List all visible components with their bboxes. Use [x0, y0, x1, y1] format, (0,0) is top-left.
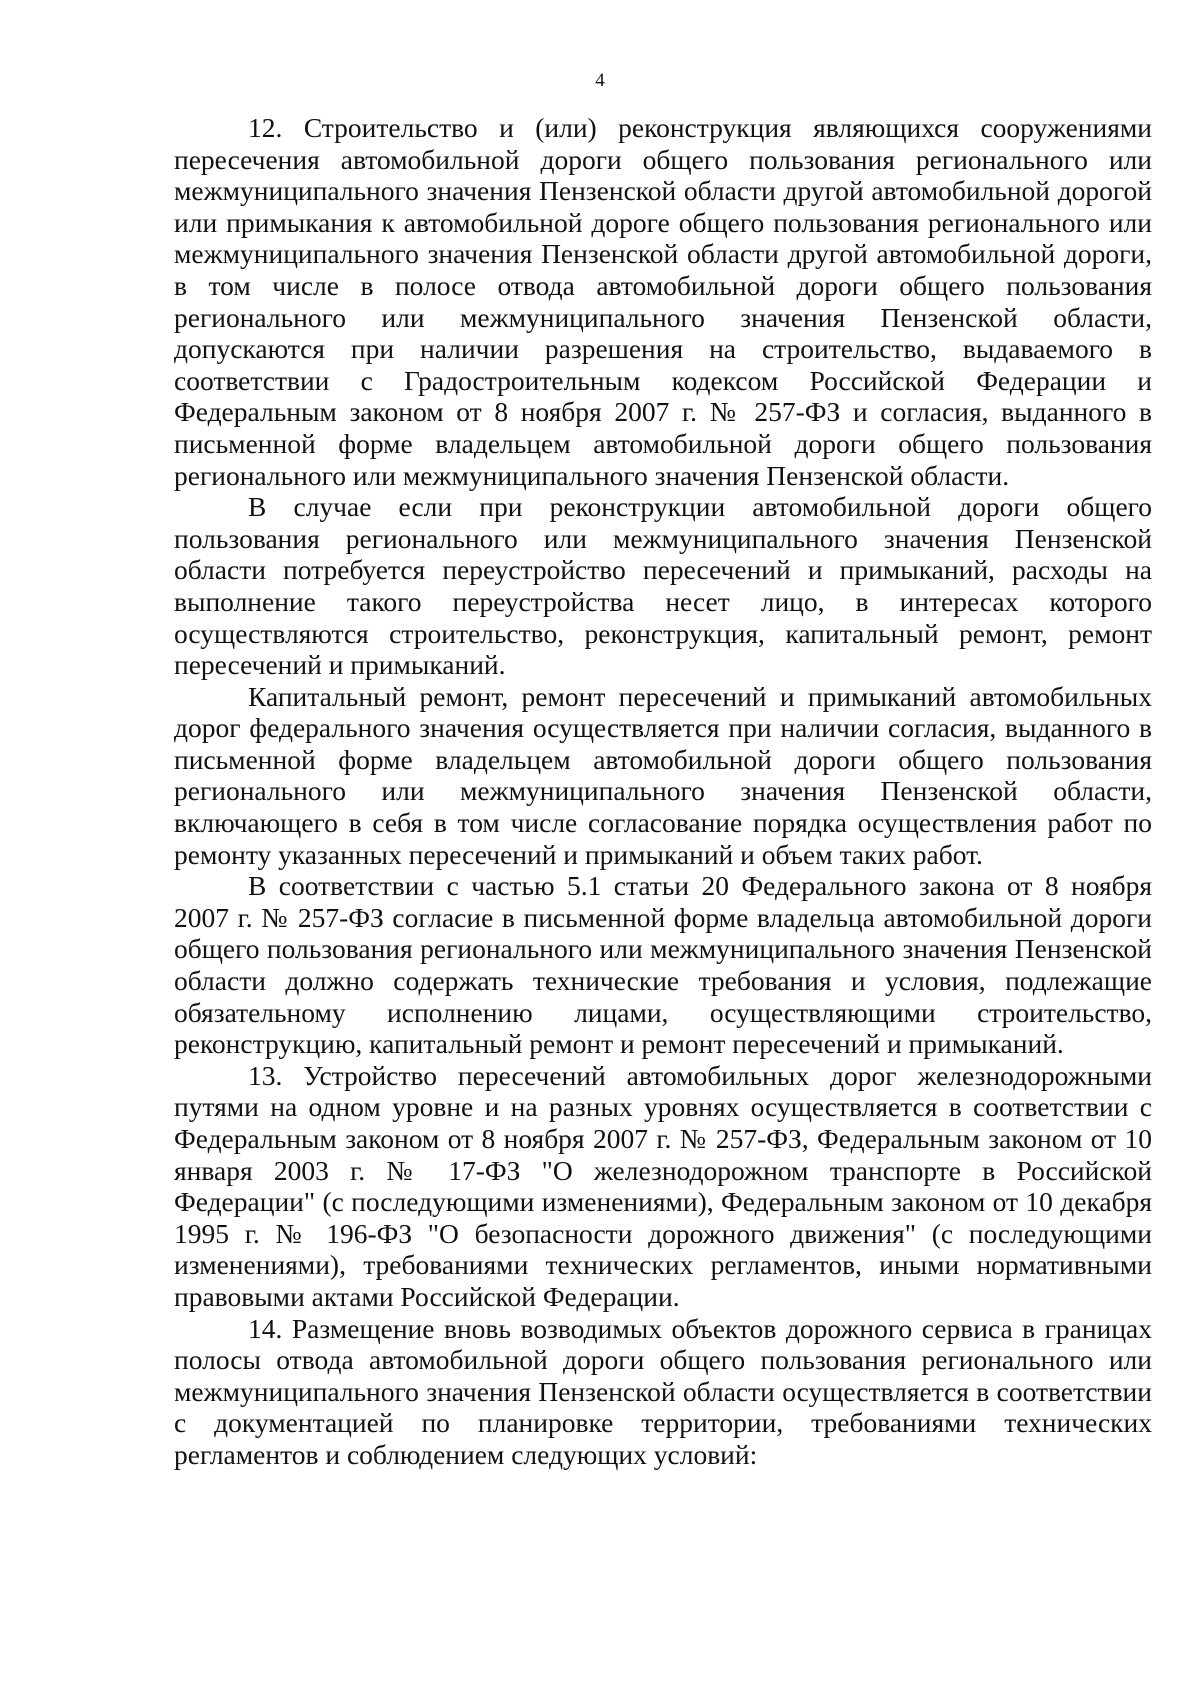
document-body	[174, 112, 1152, 1471]
paragraph-federal-roads-repair: Капитальный ремонт, ремонт пересечений и примыканий автомобильных дорог федерального значения осуществляется при наличии согласия, выданного в письменной форме владельцем автомобильной дороги общего пользования регионального или межмуниципального значения Пензенской области, включающего в себя в том числе согласование порядка осуществления работ по ремонту указанных пересечений и примыканий и объем таких работ.	[174, 680, 1152, 870]
paragraph-14-road-service-objects: 14. Размещение вновь возводимых объектов дорожного сервиса в границах полосы отвода автомобильной дороги общего пользования регионального или межмуниципального значения Пензенской области осуществляется в соответствии с документацией по планировке территории, требованиями технических регламентов и соблюдением следующих условий:	[174, 1312, 1152, 1470]
page-number: 4	[595, 70, 605, 91]
paragraph-technical-requirements: В соответствии с частью 5.1 статьи 20 Федерального закона от 8 ноября 2007 г. № 257-ФЗ согласие в письменной форме владельца автомобильной дороги общего пользования регионального или межмуниципального значения Пензенской области должно содержать технические требования и условия, подлежащие обязательному исполнению лицами, осуществляющими строительство, реконструкцию, капитальный ремонт и ремонт пересечений и примыканий.	[174, 870, 1152, 1060]
paragraph-12-construction: 12. Строительство и (или) реконструкция являющихся сооружениями пересечения автомобильной дороги общего пользования регионального или межмуниципального значения Пензенской области другой автомобильной дорогой или примыкания к автомобильной дороге общего пользования регионального или межмуниципального значения Пензенской области другой автомобильной дороги, в том числе в полосе отвода автомобильной дороги общего пользования регионального или межмуниципального значения Пензенской области, допускаются при наличии разрешения на строительство, выдаваемого в соответствии с Градостроительным кодексом Российской Федерации и Федеральным законом от 8 ноября 2007 г. № 257-ФЗ и согласия, выданного в письменной форме владельцем автомобильной дороги общего пользования регионального или межмуниципального значения Пензенской области.	[174, 112, 1152, 491]
paragraph-reconstruction-costs: В случае если при реконструкции автомобильной дороги общего пользования регионального или межмуниципального значения Пензенской области потребуется переустройство пересечений и примыканий, расходы на выполнение такого переустройства несет лицо, в интересах которого осуществляются строительство, реконструкция, капитальный ремонт, ремонт пересечений и примыканий.	[174, 491, 1152, 681]
paragraph-13-railway-crossings: 13. Устройство пересечений автомобильных дорог железнодорожными путями на одном уровне и на разных уровнях осуществляется в соответствии с Федеральным законом от 8 ноября 2007 г. № 257-ФЗ, Федеральным законом от 10 января 2003 г. № 17-ФЗ "О железнодорожном транспорте в Российской Федерации" (с последующими изменениями), Федеральным законом от 10 декабря 1995 г. № 196-ФЗ "О безопасности дорожного движения" (с последующими изменениями), требованиями технических регламентов, иными нормативными правовыми актами Российской Федерации.	[174, 1059, 1152, 1312]
